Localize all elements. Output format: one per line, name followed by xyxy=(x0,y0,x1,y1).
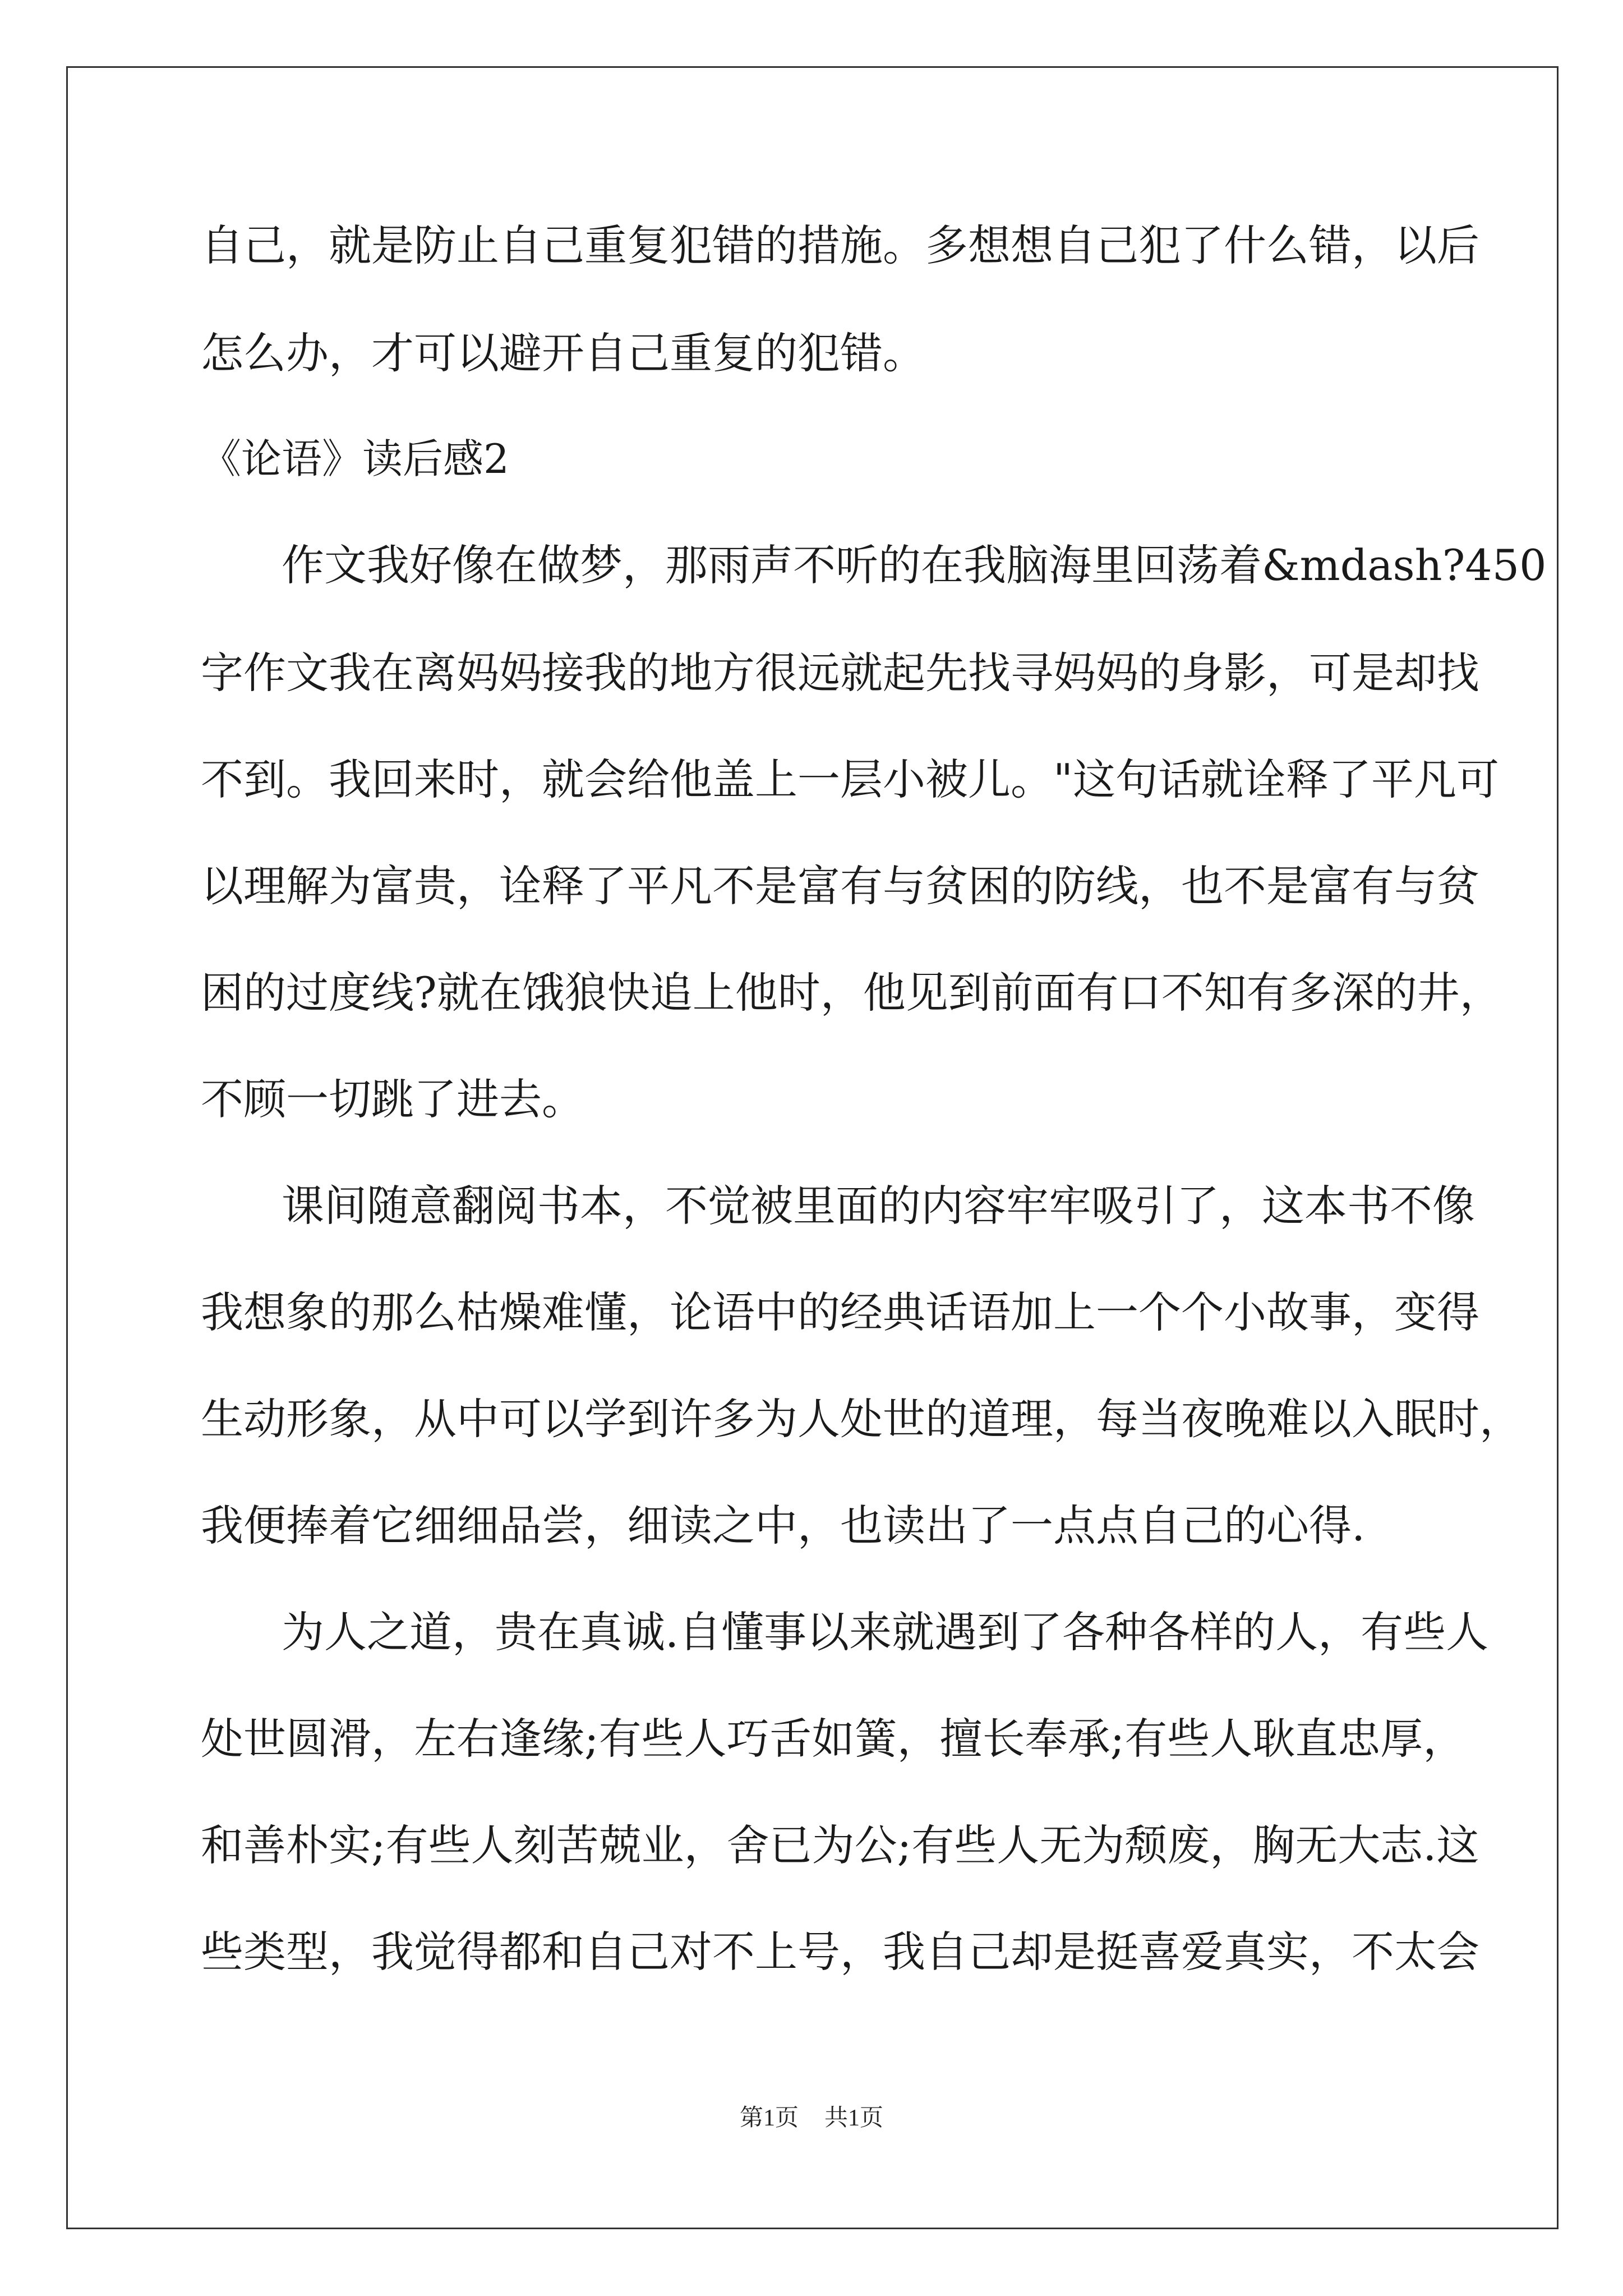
page-border xyxy=(66,66,1559,2229)
paragraph-line: 困的过度线?就在饿狼快追上他时，他见到前面有口不知有多深的井， xyxy=(201,968,1502,1018)
paragraph-line: 以理解为富贵，诠释了平凡不是富有与贫困的防线，也不是富有与贫 xyxy=(201,861,1479,911)
paragraph-line: 生动形象，从中可以学到许多为人处世的道理，每当夜晚难以入眠时， xyxy=(201,1394,1522,1444)
paragraph-line: 和善朴实;有些人刻苦兢业，舍已为公;有些人无为颓废，胸无大志.这 xyxy=(201,1820,1479,1870)
paragraph-line: 为人之道，贵在真诚.自懂事以来就遇到了各种各样的人，有些人 xyxy=(282,1607,1489,1657)
section-heading: 《论语》读后感2 xyxy=(201,435,509,482)
paragraph-line: 处世圆滑，左右逢缘;有些人巧舌如簧，擅长奉承;有些人耿直忠厚， xyxy=(201,1714,1466,1764)
paragraph-line: 怎么办，才可以避开自己重复的犯错。 xyxy=(201,328,925,378)
paragraph-line: 不顾一切跳了进去。 xyxy=(201,1074,584,1124)
paragraph-line: 字作文我在离妈妈接我的地方很远就起先找寻妈妈的身影，可是却找 xyxy=(201,648,1479,698)
page-footer xyxy=(0,2101,1623,2135)
paragraph-line: 不到。我回来时，就会给他盖上一层小被儿。"这句话就诠释了平凡可 xyxy=(201,754,1499,804)
paragraph-line: 自己，就是防止自己重复犯错的措施。多想想自己犯了什么错，以后 xyxy=(201,220,1479,270)
paragraph-line: 我想象的那么枯燥难懂，论语中的经典话语加上一个个小故事，变得 xyxy=(201,1287,1479,1337)
paragraph-line: 作文我好像在做梦，那雨声不听的在我脑海里回荡着&mdash?450 xyxy=(282,540,1547,590)
paragraph-line: 课间随意翻阅书本，不觉被里面的内容牢牢吸引了，这本书不像 xyxy=(282,1181,1475,1231)
page-number: 第1页 xyxy=(739,2105,799,2131)
paragraph-line: 我便捧着它细细品尝，细读之中，也读出了一点点自己的心得. xyxy=(201,1501,1366,1550)
paragraph-line: 些类型，我觉得都和自己对不上号，我自己却是挺喜爱真实，不太会 xyxy=(201,1927,1479,1977)
page-total: 共1页 xyxy=(824,2105,884,2131)
